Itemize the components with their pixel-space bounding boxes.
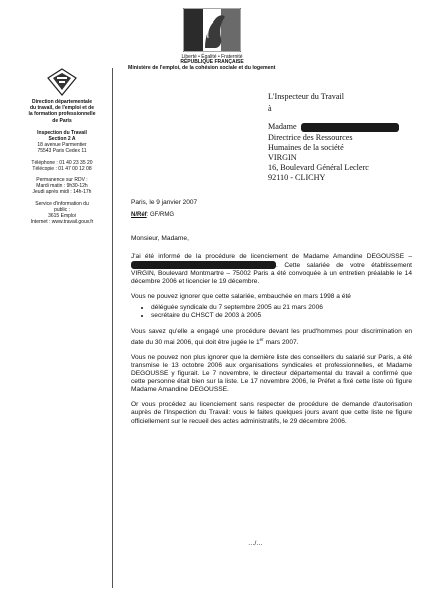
address-line: 16, Boulevard Général Leclerc — [268, 163, 369, 173]
letter-date: Paris, le 9 janvier 2007 — [131, 199, 198, 206]
permanence-hours: Permanence sur RDV : Mardi matin : 9h30-12h Jeudi après midi : 14h-17h — [32, 177, 92, 196]
paragraph: J'ai été informé de la procédure de licenciement de Madame Amandine DEGOUSSE – . Cette salariée de votre établissement VIRGIN, Boulevard Montmartre – 75002 Paris a été convoquée à un entretien préalable le 14 décembre 2006 et licencier le 19 décembre. — [131, 253, 412, 286]
section-address: Inspection du Travail Section 2 A 18 avenue Parmentier 75543 Paris Cedex 11 — [37, 129, 87, 155]
salutation: Monsieur, Madame, — [131, 235, 189, 242]
address-line: Humaines de la société — [268, 142, 344, 152]
public-information: Service d'information du public : 3615 Emploi Internet : www.travail.gouv.fr — [30, 200, 94, 226]
address-line: VIRGIN — [268, 153, 297, 163]
marianne-logo — [183, 8, 241, 52]
sidebar — [18, 68, 106, 225]
letter-body — [131, 235, 412, 433]
phone-numbers: Téléphone : 01 40 23 35 20 Télécopie : 01 47 00 12 08 — [31, 159, 93, 172]
republic-label: RÉPUBLIQUE FRANÇAISE — [180, 59, 244, 65]
paragraph: Vous ne pouvez ignorer que cette salariée, embauchée en mars 1998 a été — [131, 293, 351, 301]
direction-name: Direction départementale du travail, de l'emploi et de la formation professionnelle de Paris — [28, 99, 96, 124]
reference — [131, 212, 174, 218]
motto: Liberté • Égalité • Fraternité — [181, 54, 243, 60]
redaction-bar — [301, 123, 399, 132]
sender-title: L'Inspecteur du Travail — [268, 92, 345, 101]
paragraph: Vous ne pouvez non plus ignorer que la dernière liste des conseillers du salarié sur Paris, a été transmise le 13 octobre 2006 aux organisations syndicales et professionnelles, et Madame DEGOUSSE y figurait. Le 7 novembre, le directeur départemental du travail a confirmé que cette personne était bien sur la liste. Le 17 novembre 2006, le Préfet a fixé cette liste où figure Madame Amandine DEGOUSSE. — [131, 353, 412, 394]
ministry-title: Ministère de l'emploi, de la cohésion sociale et du logement — [128, 65, 276, 71]
paragraph: Or vous procédez au licenciement sans respecter de procédure de demande d'autorisation auprès de l'Inspection du Travail: vous le faites quelques jours avant que cette liste ne figure officiellement sur le recueil des actes administratifs, le 29 décembre 2006. — [131, 401, 412, 425]
redaction-bar — [131, 261, 276, 269]
continuation-mark: …/… — [248, 540, 263, 547]
recipient-name-line: Madame — [268, 122, 399, 132]
address-line: Directrice des Ressources — [268, 132, 353, 142]
list-item: • secrétaire du CHSCT de 2003 à 2005 — [151, 312, 412, 320]
reference-label: N/Réf — [131, 212, 147, 218]
vertical-divider — [112, 68, 113, 588]
ministry-emblem-icon — [47, 68, 77, 96]
mandate-list — [131, 304, 412, 320]
list-item: • déléguée syndicale du 7 septembre 2005 au 21 mars 2006 — [151, 304, 412, 312]
reference-value: : GF/RMG — [146, 212, 175, 218]
recipient-block — [268, 92, 399, 184]
address-line: 92110 - CLICHY — [268, 173, 326, 183]
recipient-to: à — [268, 104, 272, 114]
paragraph: Vous savez qu'elle a engagé une procédure devant les prud'hommes pour discrimination en date du 30 mai 2006, qui doit être jugée le 1er mars 2007. — [131, 327, 412, 346]
